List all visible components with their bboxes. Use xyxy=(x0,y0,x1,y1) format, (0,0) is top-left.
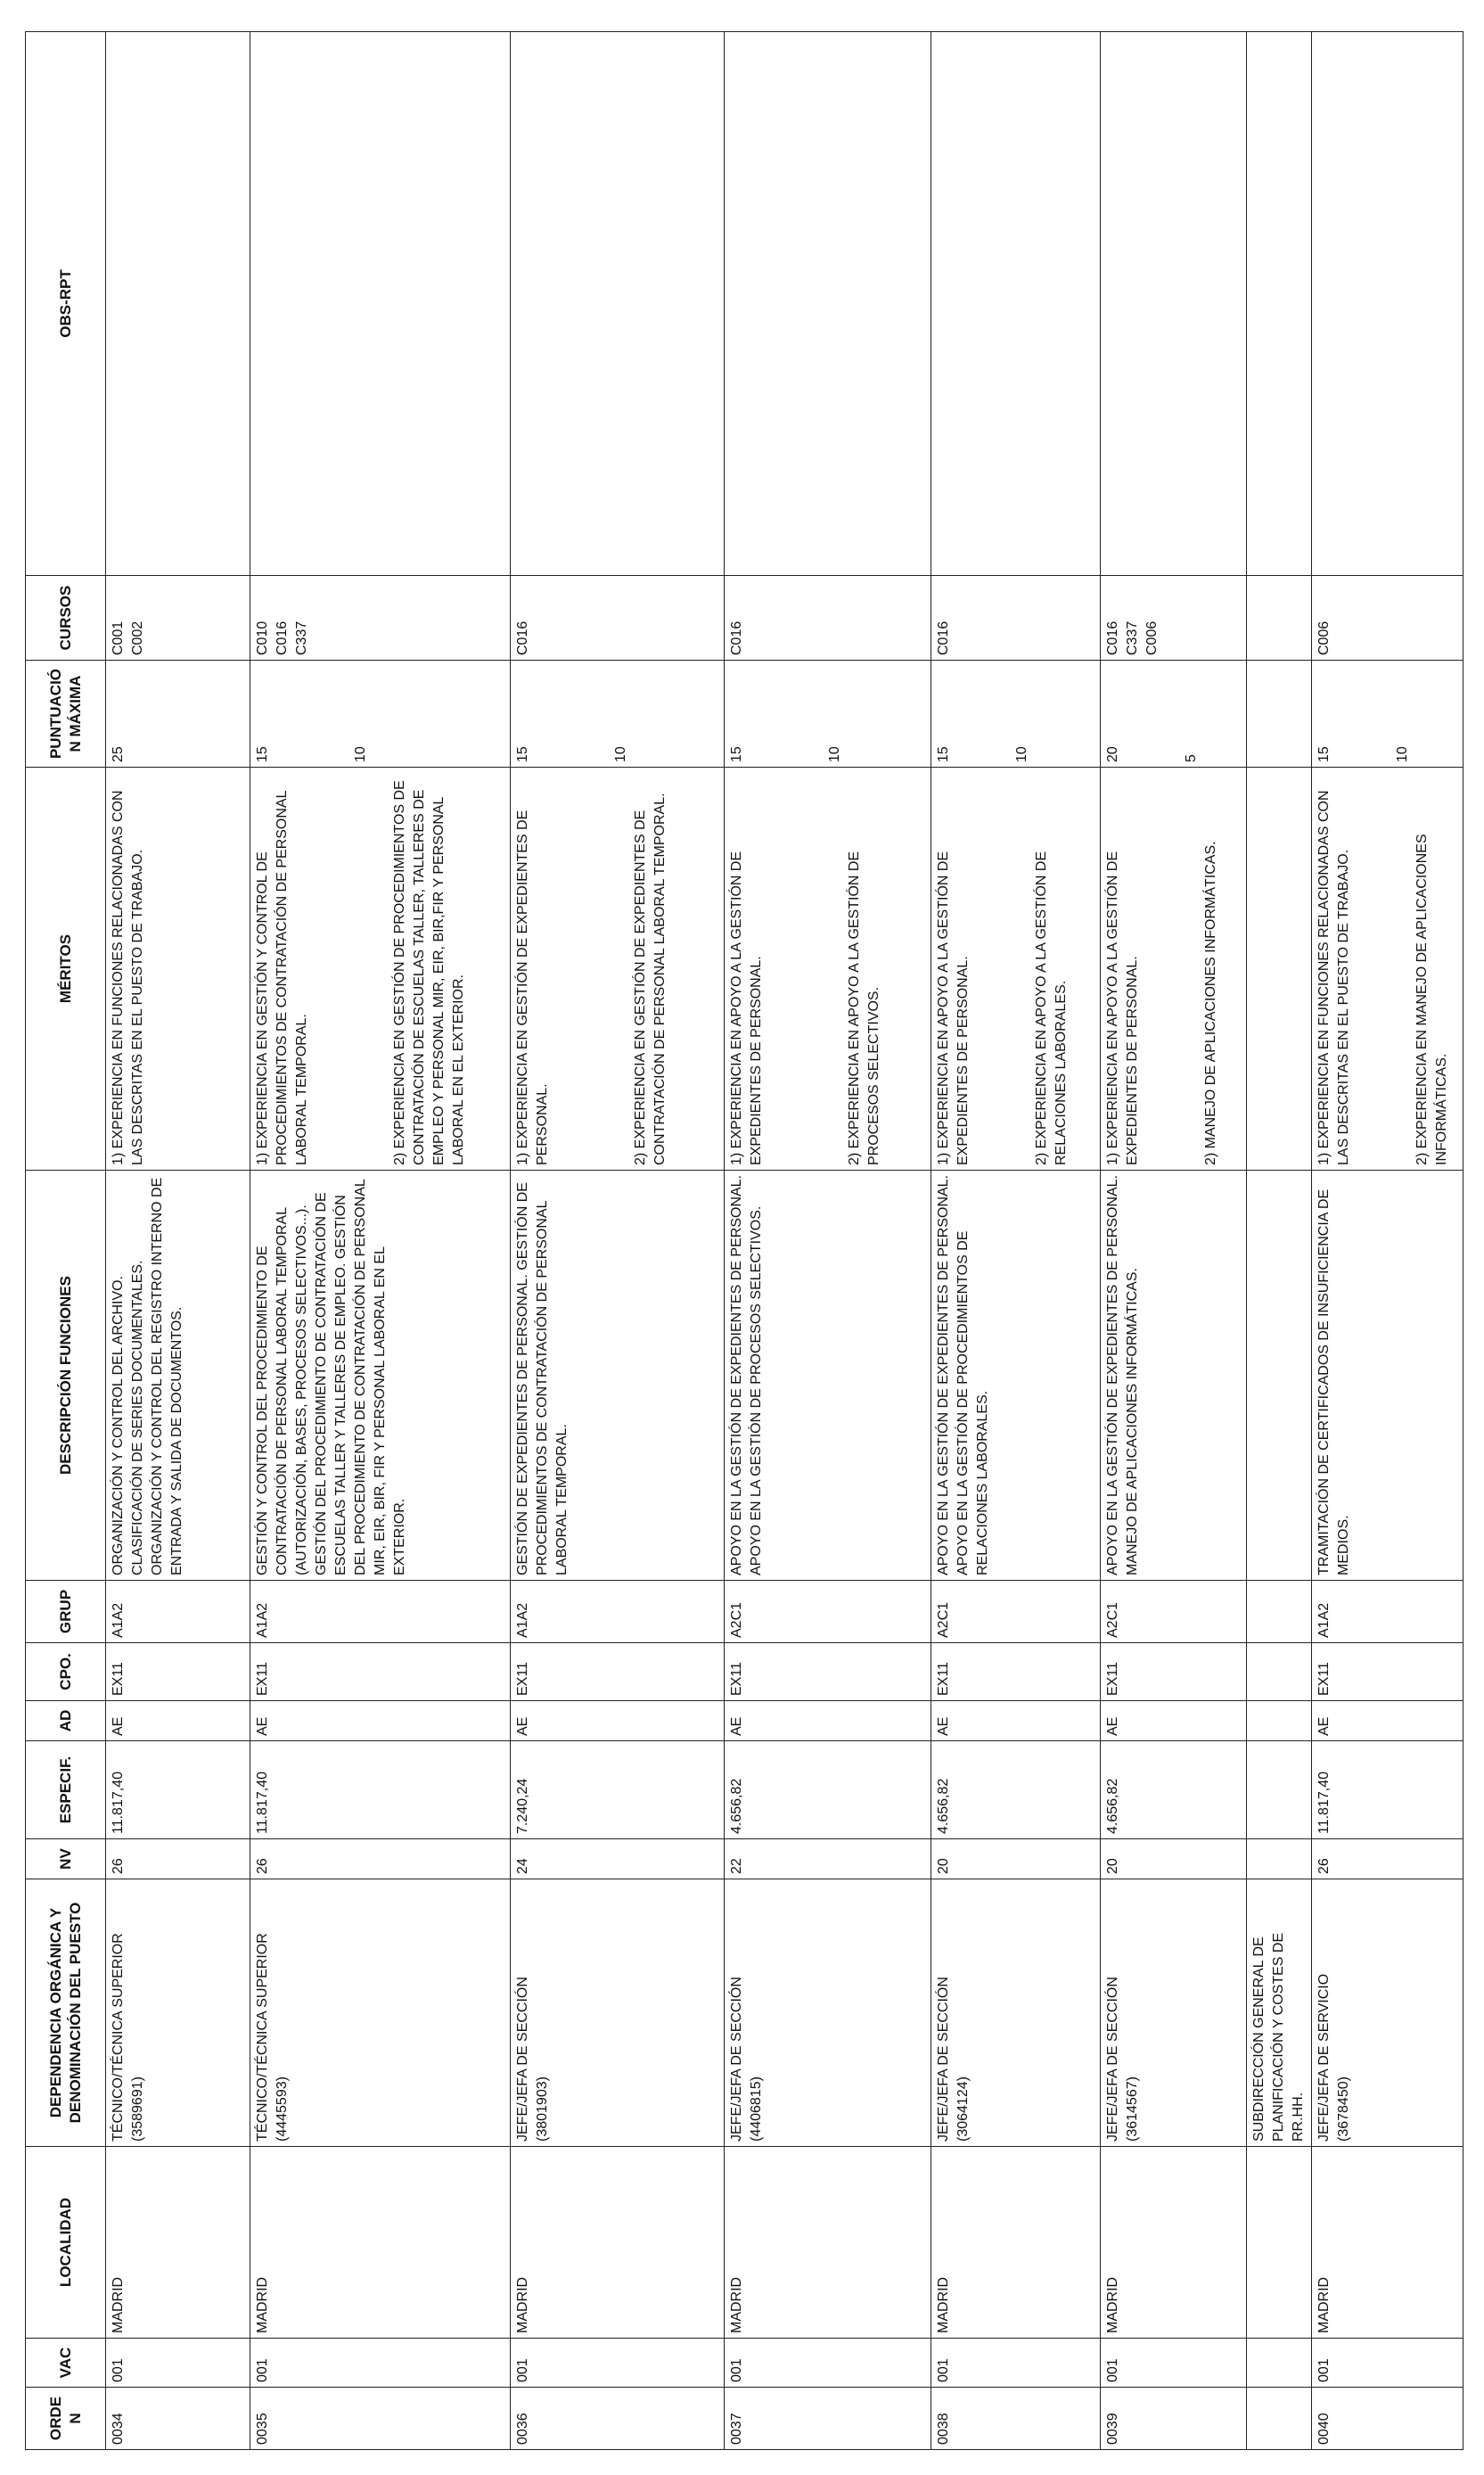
cell-localidad: MADRID xyxy=(1312,2147,1464,2339)
cell-obs xyxy=(1101,32,1247,576)
cell-cpo: EX11 xyxy=(1101,1643,1247,1701)
cell-especif: 4.656,82 xyxy=(931,1741,1101,1839)
section-row xyxy=(1247,32,1312,2450)
cell-especif: 11.817,40 xyxy=(1312,1741,1464,1839)
header-vac: VAC xyxy=(26,2339,106,2388)
table-row xyxy=(511,32,725,2450)
cell-orden: 0039 xyxy=(1101,2388,1247,2450)
merito-1: 1) EXPERIENCIA EN APOYO A LA GESTIÓN DE EXPEDIENTES DE PERSONAL. xyxy=(729,851,764,1165)
puntos-1: 25 xyxy=(111,746,126,762)
table-row xyxy=(1312,32,1464,2450)
cell-vac: 001 xyxy=(250,2339,511,2388)
cell-localidad: MADRID xyxy=(511,2147,725,2339)
cell-orden: 0036 xyxy=(511,2388,725,2450)
cell-cpo: EX11 xyxy=(725,1643,931,1701)
header-dependencia: DEPENDENCIA ORGÁNICA Y DENOMINACIÓN DEL PUESTO xyxy=(26,1879,106,2147)
cell-puesto: JEFE/JEFA DE SECCIÓN (3614567) xyxy=(1101,1879,1247,2147)
cell-grup: A2C1 xyxy=(931,1581,1101,1643)
header-row xyxy=(26,32,106,2450)
cell-puntuacion xyxy=(511,661,725,768)
cell-nv: 20 xyxy=(1101,1839,1247,1879)
cell-ad: AE xyxy=(725,1701,931,1741)
cell-grup: A2C1 xyxy=(725,1581,931,1643)
cell-ad: AE xyxy=(1101,1701,1247,1741)
merito-2: 2) EXPERIENCIA EN GESTIÓN DE EXPEDIENTES DE CONTRATACIÓN DE PERSONAL LABORAL TEMPORAL. xyxy=(633,793,668,1165)
cell-grup: A1A2 xyxy=(250,1581,511,1643)
merito-1: 1) EXPERIENCIA EN FUNCIONES RELACIONADAS CON LAS DESCRITAS EN EL PUESTO DE TRABAJO. xyxy=(111,790,145,1165)
cell-puesto: TÉCNICO/TÉCNICA SUPERIOR (3589691) xyxy=(106,1879,250,2147)
merito-2: 2) EXPERIENCIA EN GESTIÓN DE PROCEDIMIENTOS DE CONTRATACIÓN DE ESCUELAS TALLER, TALLERES DE EMPLEO Y PERSONAL MIR, EIR, BIR,FIR Y PERSONAL LABORAL EN EL EXTERIOR. xyxy=(392,780,466,1165)
merito-1: 1) EXPERIENCIA EN GESTIÓN Y CONTROL DE PROCEDIMIENTOS DE CONTRATACIÓN DE PERSONAL LABORAL TEMPORAL. xyxy=(255,791,309,1165)
puntos-1: 15 xyxy=(1316,746,1332,762)
cell-puesto: JEFE/JEFA DE SECCIÓN (3064124) xyxy=(931,1879,1101,2147)
cell-meritos xyxy=(725,768,931,1171)
cell-especif: 4.656,82 xyxy=(725,1741,931,1839)
header-meritos: MÉRITOS xyxy=(26,768,106,1171)
cell-obs xyxy=(931,32,1101,576)
header-cpo: CPO. xyxy=(26,1643,106,1701)
cell-puntuacion xyxy=(725,661,931,768)
cell-nv: 24 xyxy=(511,1839,725,1879)
header-obs: OBS-RPT xyxy=(26,32,106,576)
cell-vac: 001 xyxy=(725,2339,931,2388)
cell-orden: 0037 xyxy=(725,2388,931,2450)
puntos-2: 10 xyxy=(353,746,368,762)
cell-cursos: C016 xyxy=(511,576,725,661)
cell-cpo: EX11 xyxy=(106,1643,250,1701)
cell-ad: AE xyxy=(106,1701,250,1741)
cell-meritos xyxy=(1312,768,1464,1171)
merito-1: 1) EXPERIENCIA EN APOYO A LA GESTIÓN DE EXPEDIENTES DE PERSONAL. xyxy=(936,851,971,1165)
cell-vac: 001 xyxy=(1312,2339,1464,2388)
cell-orden: 0038 xyxy=(931,2388,1101,2450)
cell-obs xyxy=(106,32,250,576)
cell-localidad: MADRID xyxy=(250,2147,511,2339)
merito-1: 1) EXPERIENCIA EN APOYO A LA GESTIÓN DE EXPEDIENTES DE PERSONAL. xyxy=(1105,851,1140,1165)
cell-orden: 0034 xyxy=(106,2388,250,2450)
cell-vac: 001 xyxy=(106,2339,250,2388)
cell-cpo: EX11 xyxy=(1312,1643,1464,1701)
header-descripcion: DESCRIPCIÓN FUNCIONES xyxy=(26,1171,106,1581)
cell-obs xyxy=(250,32,511,576)
cell-vac: 001 xyxy=(1101,2339,1247,2388)
cell-grup: A1A2 xyxy=(1312,1581,1464,1643)
cell-meritos xyxy=(1101,768,1247,1171)
cell-especif: 11.817,40 xyxy=(106,1741,250,1839)
cell-especif: 7.240,24 xyxy=(511,1741,725,1839)
cell-obs xyxy=(725,32,931,576)
cell-cursos: C006 xyxy=(1312,576,1464,661)
cell-especif: 4.656,82 xyxy=(1101,1741,1247,1839)
merito-2: 2) EXPERIENCIA EN APOYO A LA GESTIÓN DE PROCESOS SELECTIVOS. xyxy=(847,851,881,1165)
cell-cursos: C010 C016 C337 xyxy=(250,576,511,661)
cell-nv: 26 xyxy=(250,1839,511,1879)
cell-cpo: EX11 xyxy=(511,1643,725,1701)
cell-especif: 11.817,40 xyxy=(250,1741,511,1839)
section-title: SUBDIRECCIÓN GENERAL DE PLANIFICACIÓN Y COSTES DE RR.HH. xyxy=(1247,1879,1312,2147)
cell-cpo: EX11 xyxy=(250,1643,511,1701)
cell-vac: 001 xyxy=(511,2339,725,2388)
header-grup: GRUP xyxy=(26,1581,106,1643)
header-localidad: LOCALIDAD xyxy=(26,2147,106,2339)
cell-descripcion: TRAMITACIÓN DE CERTIFICADOS DE INSUFICIENCIA DE MEDIOS. xyxy=(1312,1171,1464,1581)
header-ad: AD xyxy=(26,1701,106,1741)
cell-vac: 001 xyxy=(931,2339,1101,2388)
table-row xyxy=(725,32,931,2450)
puntos-1: 20 xyxy=(1105,746,1120,762)
cell-orden: 0040 xyxy=(1312,2388,1464,2450)
cell-descripcion: APOYO EN LA GESTIÓN DE EXPEDIENTES DE PERSONAL. MANEJO DE APLICACIONES INFORMÁTICAS. xyxy=(1101,1171,1247,1581)
cell-cursos: C001 C002 xyxy=(106,576,250,661)
cell-grup: A1A2 xyxy=(106,1581,250,1643)
cell-nv: 22 xyxy=(725,1839,931,1879)
cell-nv: 20 xyxy=(931,1839,1101,1879)
puntos-2: 10 xyxy=(827,746,842,762)
table-row xyxy=(250,32,511,2450)
merito-2: 2) EXPERIENCIA EN APOYO A LA GESTIÓN DE RELACIONES LABORALES. xyxy=(1034,851,1069,1165)
cell-descripcion: APOYO EN LA GESTIÓN DE EXPEDIENTES DE PERSONAL. APOYO EN LA GESTIÓN DE PROCESOS SELECTIVOS. xyxy=(725,1171,931,1581)
cell-grup: A2C1 xyxy=(1101,1581,1247,1643)
merito-1: 1) EXPERIENCIA EN GESTIÓN DE EXPEDIENTES DE PERSONAL. xyxy=(515,810,550,1165)
cell-puntuacion xyxy=(106,661,250,768)
puntos-1: 15 xyxy=(255,746,270,762)
cell-meritos xyxy=(511,768,725,1171)
cell-nv: 26 xyxy=(106,1839,250,1879)
cell-puntuacion xyxy=(931,661,1101,768)
cell-descripcion: GESTIÓN Y CONTROL DEL PROCEDIMIENTO DE CONTRATACIÓN DE PERSONAL LABORAL TEMPORAL (AUTORIZACIÓN, BASES, PROCESOS SELECTIVOS...). GESTIÓN DEL PROCEDIMIENTO DE CONTRATACIÓN DE ESCUELAS TALLER Y TALLERES DE EMPLEO. GESTIÓN DEL PROCEDIMIENTO DE CONTRATACIÓN DE PERSONAL MIR, EIR, BIR, FIR Y PERSONAL LABORAL EN EL EXTERIOR. xyxy=(250,1171,511,1581)
cell-cursos: C016 xyxy=(931,576,1101,661)
cell-orden: 0035 xyxy=(250,2388,511,2450)
cell-meritos xyxy=(931,768,1101,1171)
header-especif: ESPECIF. xyxy=(26,1741,106,1839)
cell-descripcion: GESTIÓN DE EXPEDIENTES DE PERSONAL. GESTIÓN DE PROCEDIMIENTOS DE CONTRATACIÓN DE PERSONAL LABORAL TEMPORAL. xyxy=(511,1171,725,1581)
header-puntuacion: PUNTUACIÓN MÁXIMA xyxy=(26,661,106,768)
cell-puesto: TÉCNICO/TÉCNICA SUPERIOR (4445593) xyxy=(250,1879,511,2147)
cell-puesto: JEFE/JEFA DE SECCIÓN (3801903) xyxy=(511,1879,725,2147)
cell-puntuacion xyxy=(1312,661,1464,768)
cell-localidad: MADRID xyxy=(1101,2147,1247,2339)
puntos-2: 10 xyxy=(1014,746,1029,762)
merito-2: 2) MANEJO DE APLICACIONES INFORMÁTICAS. xyxy=(1203,841,1218,1165)
table-row xyxy=(931,32,1101,2450)
header-nv: NV xyxy=(26,1839,106,1879)
merito-2: 2) EXPERIENCIA EN MANEJO DE APLICACIONES INFORMÁTICAS. xyxy=(1414,834,1449,1165)
merito-1: 1) EXPERIENCIA EN FUNCIONES RELACIONADAS CON LAS DESCRITAS EN EL PUESTO DE TRABAJO. xyxy=(1316,790,1351,1165)
cell-puntuacion xyxy=(250,661,511,768)
header-orden: ORDEN xyxy=(26,2388,106,2450)
cell-cpo: EX11 xyxy=(931,1643,1101,1701)
cell-ad: AE xyxy=(250,1701,511,1741)
header-cursos: CURSOS xyxy=(26,576,106,661)
cell-grup: A1A2 xyxy=(511,1581,725,1643)
cell-cursos: C016 xyxy=(725,576,931,661)
puntos-1: 15 xyxy=(936,746,951,762)
vacancies-table xyxy=(25,31,1464,2450)
cell-localidad: MADRID xyxy=(931,2147,1101,2339)
table-row xyxy=(1101,32,1247,2450)
cell-localidad: MADRID xyxy=(725,2147,931,2339)
cell-descripcion: ORGANIZACIÓN Y CONTROL DEL ARCHIVO. CLASIFICACIÓN DE SERIES DOCUMENTALES. ORGANIZACIÓN Y CONTROL DEL REGISTRO INTERNO DE ENTRADA Y SALIDA DE DOCUMENTOS. xyxy=(106,1171,250,1581)
cell-puntuacion xyxy=(1101,661,1247,768)
puntos-2: 5 xyxy=(1184,754,1199,762)
cell-obs xyxy=(511,32,725,576)
cell-nv: 26 xyxy=(1312,1839,1464,1879)
cell-ad: AE xyxy=(511,1701,725,1741)
cell-meritos xyxy=(250,768,511,1171)
cell-ad: AE xyxy=(1312,1701,1464,1741)
puntos-1: 15 xyxy=(729,746,744,762)
puntos-2: 10 xyxy=(613,746,628,762)
cell-ad: AE xyxy=(931,1701,1101,1741)
cell-puesto: JEFE/JEFA DE SECCIÓN (4406815) xyxy=(725,1879,931,2147)
cell-puesto: JEFE/JEFA DE SERVICIO (3678450) xyxy=(1312,1879,1464,2147)
cell-meritos xyxy=(106,768,250,1171)
cell-localidad: MADRID xyxy=(106,2147,250,2339)
puntos-1: 15 xyxy=(515,746,530,762)
cell-cursos: C016 C337 C006 xyxy=(1101,576,1247,661)
cell-descripcion: APOYO EN LA GESTIÓN DE EXPEDIENTES DE PERSONAL. APOYO EN LA GESTIÓN DE PROCEDIMIENTOS DE RELACIONES LABORALES. xyxy=(931,1171,1101,1581)
puntos-2: 10 xyxy=(1395,746,1410,762)
table-row xyxy=(106,32,250,2450)
cell-obs xyxy=(1312,32,1464,576)
